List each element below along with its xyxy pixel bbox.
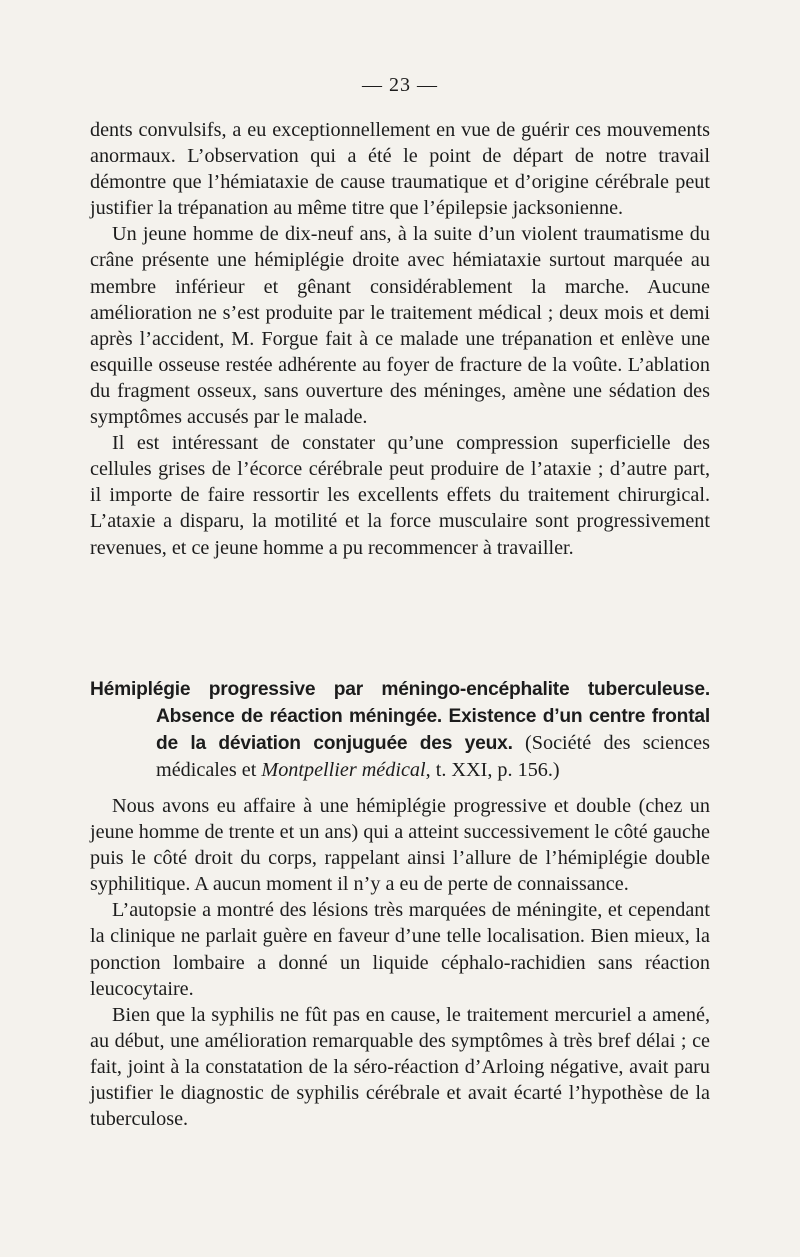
heading-title: Hémiplégie progressive par méningo-encéphalite tuberculeuse. Absence de réaction méningée. Existence d’un centre frontal de la déviation conjuguée des yeux. [90,679,710,755]
paragraph: Il est intéressant de constater qu’une compression superficielle des cellules grises de l’écorce cérébrale peut produire de l’ataxie ; d’autre part, il importe de faire ressortir les excellents effets du traitement chirurgical. L’ataxie a disparu, la motilité et la force musculaire sont progressivement revenues, et ce jeune homme a pu recommencer à travailler. [90,432,710,559]
section-heading [90,676,710,783]
text-section-meningo-encephalite [90,793,710,1132]
paragraph: L’autopsie a montré des lésions très marquées de méningite, et cependant la clinique ne parlait guère en faveur d’une telle localisation. Bien mieux, la ponction lombaire a donné un liquide céphalo-rachidien sans réaction leucocytaire. [90,899,710,1000]
paragraph: Bien que la syphilis ne fût pas en cause, le traitement mercuriel a amené, au début, une amélioration remarquable des symptômes à très bref délai ; ce fait, joint à la constatation de la séro-réaction d’Arloing négative, avait paru justifier le diagnostic de syphilis cérébrale et avait écarté l’hypothèse de la tuberculose. [90,1003,710,1131]
paragraph: dents convulsifs, a eu exceptionnellement en vue de guérir ces mouvements anormaux. L’observation qui a été le point de départ de notre travail démontre que l’hémiataxie de cause traumatique et d’origine cérébrale peut justifier la trépanation au même titre que l’épilepsie jacksonienne. [90,119,710,220]
heading-reference-journal: Montpellier médical [261,759,426,782]
paragraph: Un jeune homme de dix-neuf ans, à la suite d’un violent traumatisme du crâne présente une hémiplégie droite avec hémiataxie surtout marquée au membre inférieur et gênant considérablement la marche. Aucune amélioration ne s’est produite par le traitement médical ; deux mois et demi après l’accident, M. Forgue fait à ce malade une trépanation et enlève une esquille osseuse restée adhérente au foyer de fracture de la voûte. L’ablation du fragment osseux, sans ouverture des méninges, amène une sédation des symptômes accusés par le malade. [90,223,710,429]
text-section-hemiataxie [90,117,710,561]
heading-reference-start: (Société des sciences médicales et [156,732,710,782]
page-number: — 23 — [362,74,438,96]
paragraph: Nous avons eu affaire à une hémiplégie progressive et double (chez un jeune homme de trente et un ans) qui a atteint successivement le côté gauche puis le côté droit du corps, rappelant ainsi l’allure de l’hémiplégie double syphilitique. A aucun moment il n’y a eu de perte de connaissance. [90,795,710,896]
heading-reference-end: , t. XXI, p. 156.) [425,759,560,782]
